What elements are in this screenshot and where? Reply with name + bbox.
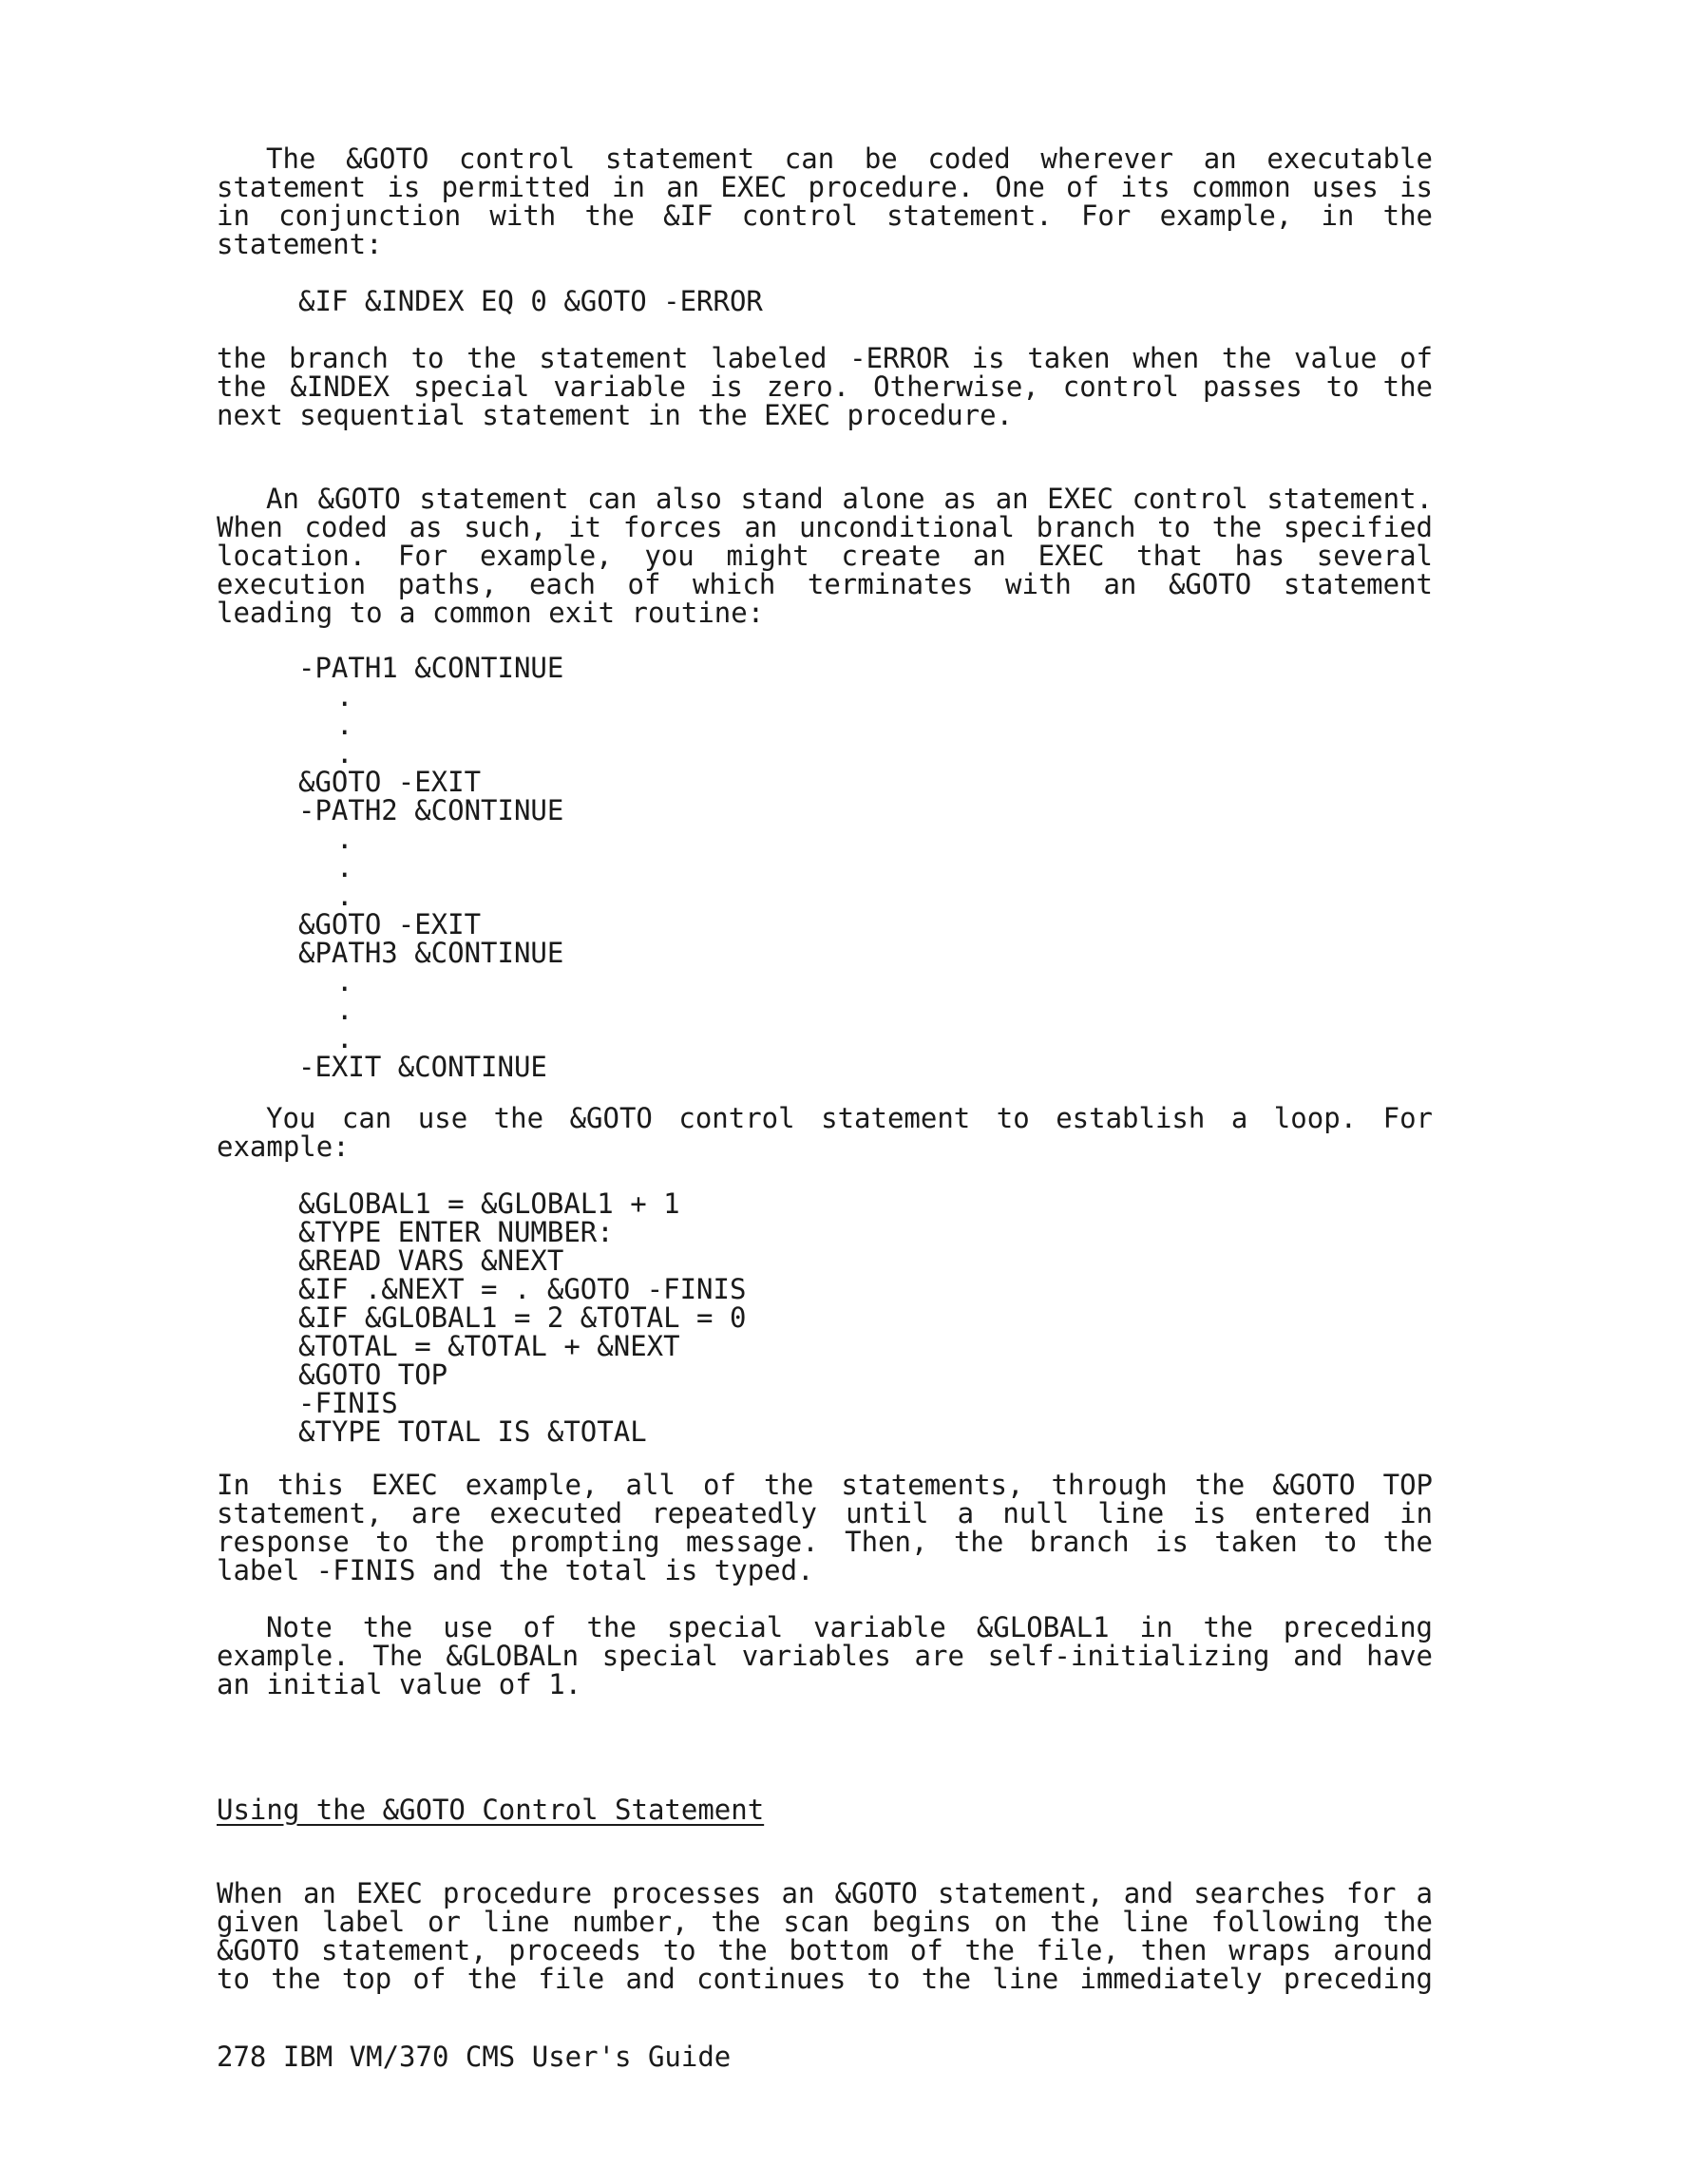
code-line: &TYPE ENTER NUMBER: xyxy=(298,1216,614,1248)
ellipsis-dot: . xyxy=(336,709,353,741)
code-line: &IF .&NEXT = . &GOTO -FINIS xyxy=(298,1273,747,1305)
text-line: When coded as such, it forces an unconditional branch to the specified xyxy=(217,511,1433,543)
code-line: &GOTO -EXIT xyxy=(298,766,482,798)
paragraph-global-note xyxy=(217,1613,1433,1699)
text-line: leading to a common exit routine: xyxy=(217,597,765,629)
code-line: &IF &GLOBAL1 = 2 &TOTAL = 0 xyxy=(298,1301,747,1334)
text-line: You can use the &GOTO control statement to establish a loop. For xyxy=(266,1102,1433,1134)
ellipsis-dot: . xyxy=(336,965,353,997)
code-line: &TYPE TOTAL IS &TOTAL xyxy=(298,1415,647,1448)
text-line: statement: xyxy=(217,228,383,260)
text-line: execution paths, each of which terminates with an &GOTO statement xyxy=(217,568,1433,600)
text-line: Note the use of the special variable &GLOBAL1 in the preceding xyxy=(266,1611,1433,1643)
text-line: the &INDEX special variable is zero. Otherwise, control passes to the xyxy=(217,370,1433,403)
code-line: &GLOBAL1 = &GLOBAL1 + 1 xyxy=(298,1187,680,1220)
text-line: to the top of the file and continues to the line immediately preceding xyxy=(217,1963,1433,1995)
text-line: the branch to the statement labeled -ERROR is taken when the value of xyxy=(217,342,1433,374)
ellipsis-dot: . xyxy=(336,880,353,912)
text-line: given label or line number, the scan begins on the line following the xyxy=(217,1906,1433,1938)
code-line: &GOTO TOP xyxy=(298,1358,448,1391)
text-line: example: xyxy=(217,1130,350,1163)
paragraph-branch-explanation xyxy=(217,344,1433,429)
ellipsis-dot: . xyxy=(336,851,353,883)
text-line: an initial value of 1. xyxy=(217,1668,582,1700)
ellipsis-dot: . xyxy=(336,737,353,769)
code-line: &IF &INDEX EQ 0 &GOTO -ERROR xyxy=(298,285,763,317)
paragraph-goto-intro xyxy=(217,144,1433,258)
text-line: next sequential statement in the EXEC procedure. xyxy=(217,399,1014,431)
text-line: statement is permitted in an EXEC procedure. One of its common uses is xyxy=(217,171,1433,203)
ellipsis-dot: . xyxy=(336,994,353,1026)
code-line: -EXIT &CONTINUE xyxy=(298,1051,547,1083)
text-line: &GOTO statement, proceeds to the bottom of the file, then wraps around xyxy=(217,1934,1433,1966)
text-line: example. The &GLOBALn special variables are self-initializing and have xyxy=(217,1640,1433,1672)
code-line: -PATH2 &CONTINUE xyxy=(298,794,564,826)
ellipsis-dot: . xyxy=(336,680,353,712)
page-footer: 278 IBM VM/370 CMS User's Guide xyxy=(217,2041,732,2073)
paragraph-loop-intro xyxy=(217,1104,1433,1161)
code-line: &PATH3 &CONTINUE xyxy=(298,937,564,969)
ellipsis-dot: . xyxy=(336,1022,353,1054)
code-example-if-goto xyxy=(298,287,763,315)
text-line: In this EXEC example, all of the statements, through the &GOTO TOP xyxy=(217,1469,1433,1501)
text-line: label -FINIS and the total is typed. xyxy=(217,1554,814,1586)
text-line: The &GOTO control statement can be coded wherever an executable xyxy=(266,142,1433,175)
text-line: When an EXEC procedure processes an &GOTO statement, and searches for a xyxy=(217,1877,1433,1909)
text-line: response to the prompting message. Then, the branch is taken to the xyxy=(217,1526,1433,1558)
ellipsis-dot: . xyxy=(336,823,353,855)
code-line: &GOTO -EXIT xyxy=(298,908,482,940)
code-line: -FINIS xyxy=(298,1387,398,1419)
code-example-paths xyxy=(298,654,563,1081)
text-line: statement, are executed repeatedly until a null line is entered in xyxy=(217,1497,1433,1529)
code-line: &READ VARS &NEXT xyxy=(298,1244,564,1277)
text-line: location. For example, you might create an EXEC that has several xyxy=(217,540,1433,572)
code-line: &TOTAL = &TOTAL + &NEXT xyxy=(298,1330,680,1362)
text-line: in conjunction with the &IF control statement. For example, in the xyxy=(217,199,1433,232)
paragraph-loop-explanation xyxy=(217,1471,1433,1585)
paragraph-standalone-goto xyxy=(217,484,1433,627)
text-line: An &GOTO statement can also stand alone as an EXEC control statement. xyxy=(266,483,1433,515)
code-line: -PATH1 &CONTINUE xyxy=(298,652,564,684)
paragraph-goto-scan xyxy=(217,1879,1433,1993)
section-heading: Using the &GOTO Control Statement xyxy=(217,1794,765,1826)
code-example-loop xyxy=(298,1189,746,1446)
